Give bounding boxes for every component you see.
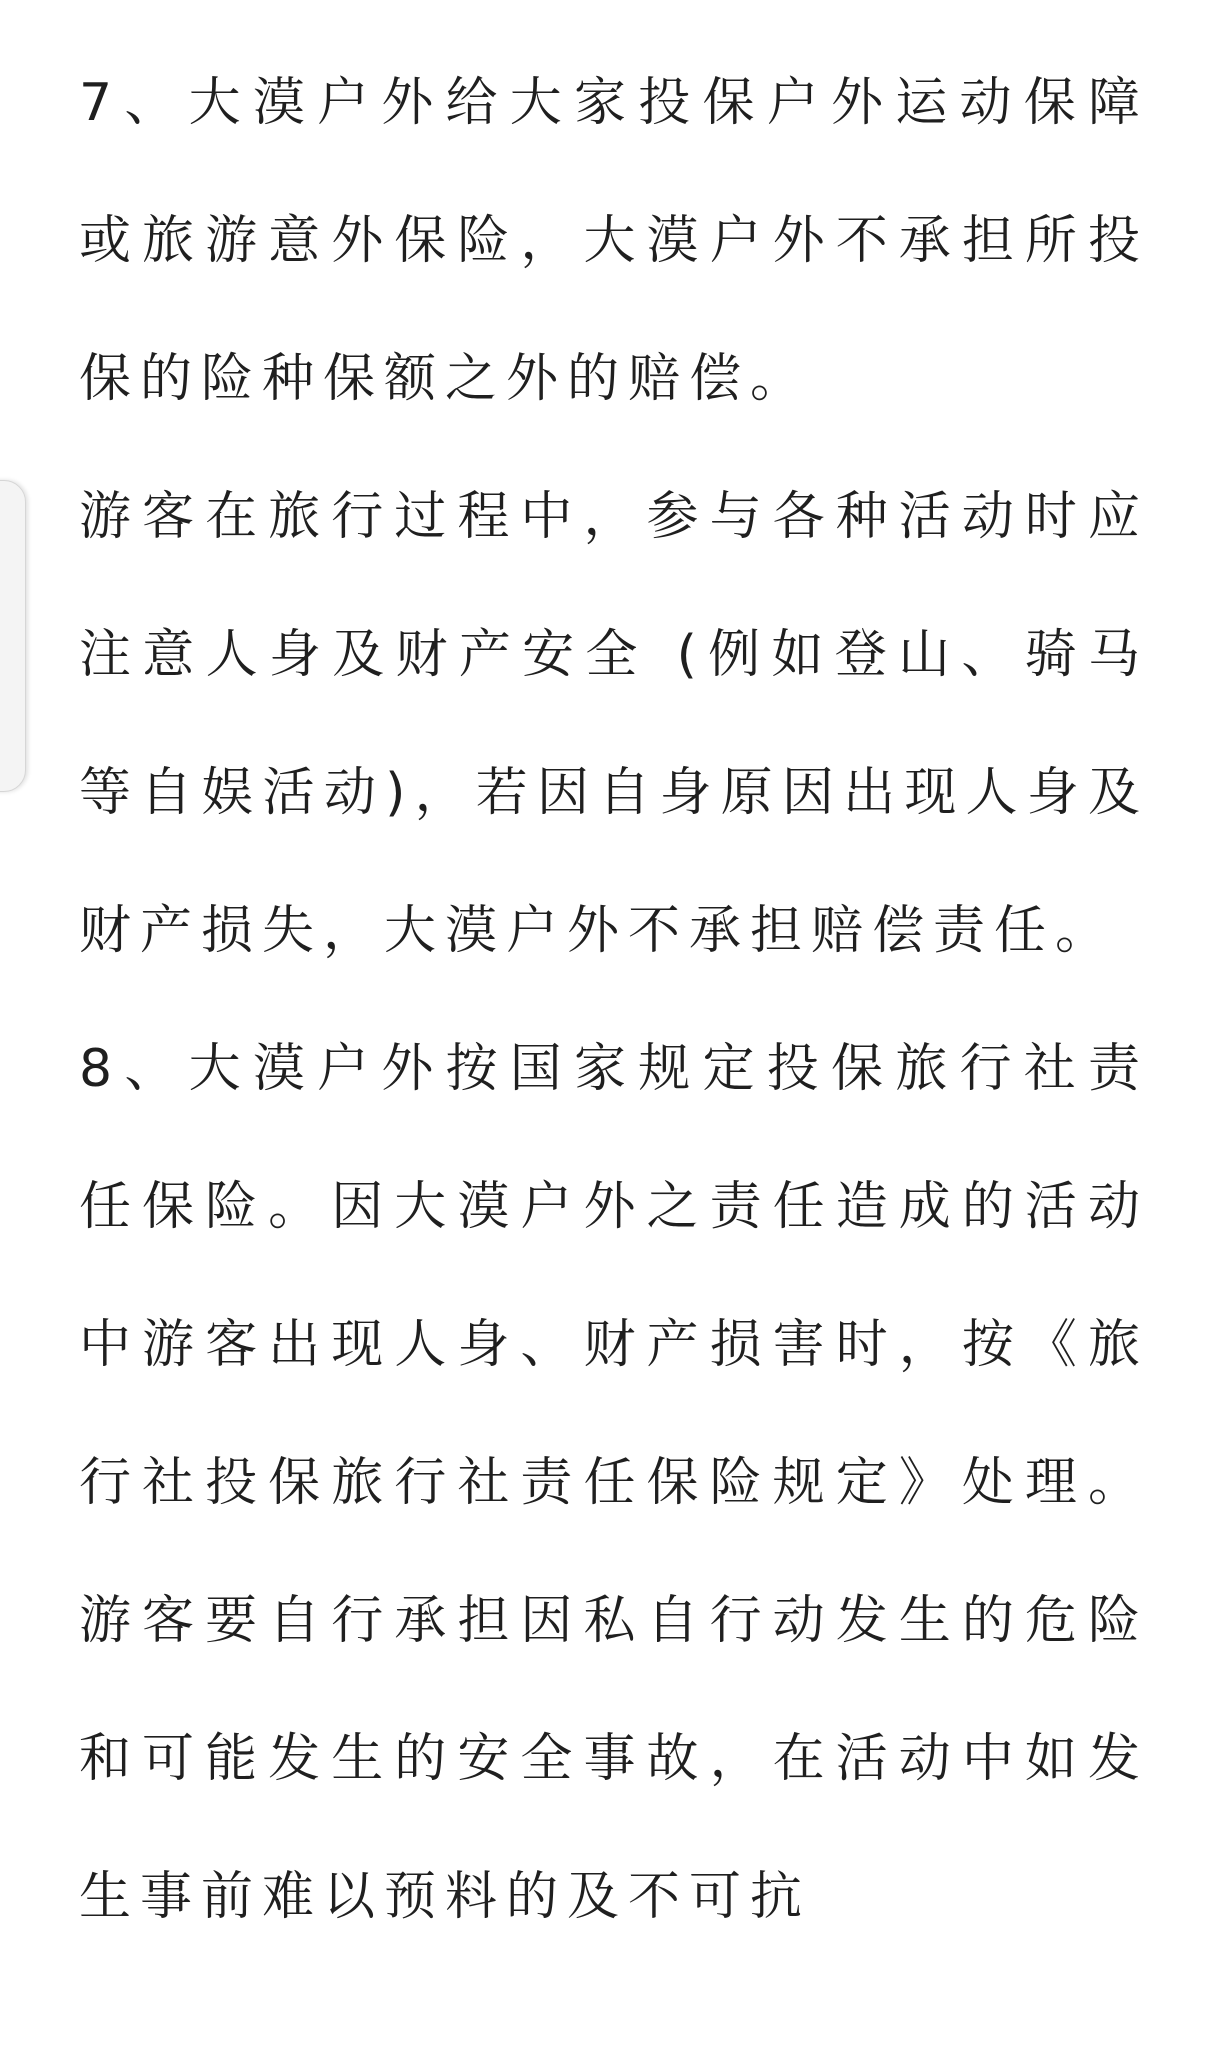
paragraph-insurance-8: 8、大漠户外按国家规定投保旅行社责任保险。因大漠户外之责任造成的活动中游客出现人身、财产损害时，按《旅行社投保旅行社责任保险规定》处理。游客要自行承担因私自行动发生的危险和可能发生的安全事故，在活动中如发生事前难以预料的及不可抗 bbox=[79, 1039, 1149, 1927]
paragraph-safety-notice: 游客在旅行过程中，参与各种活动时应注意人身及财产安全 (例如登山、骑马等自娱活动)，若因自身原因出现人身及财产损失，大漠户外不承担赔偿责任。 bbox=[79, 487, 1149, 961]
article-body bbox=[79, 34, 1149, 1966]
paragraph-insurance-7: 7、大漠户外给大家投保户外运动保障或旅游意外保险，大漠户外不承担所投保的险种保额之外的赔偿。 bbox=[79, 73, 1149, 409]
side-drawer-handle[interactable] bbox=[0, 480, 26, 792]
